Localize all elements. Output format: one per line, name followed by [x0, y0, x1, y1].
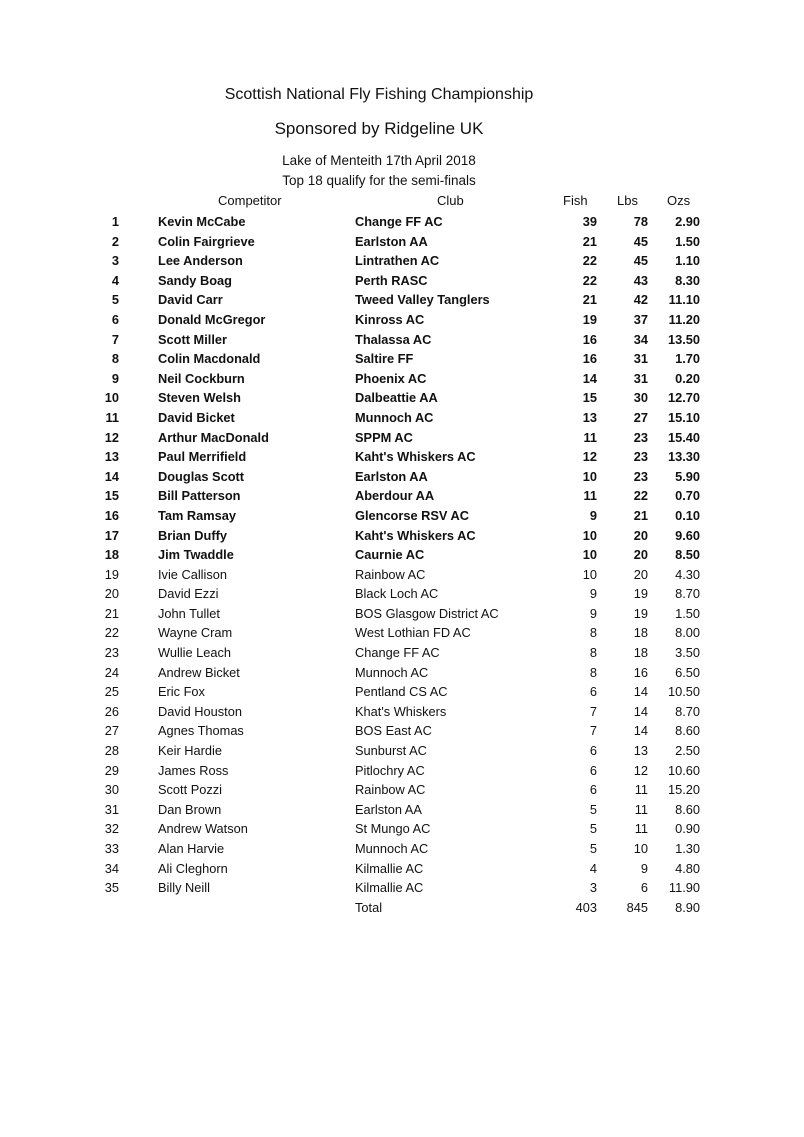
weight-lbs: 12 — [633, 762, 648, 778]
weight-lbs: 11 — [634, 801, 648, 817]
weight-ozs: 8.70 — [675, 586, 700, 602]
sponsor-line: Sponsored by Ridgeline UK — [274, 119, 484, 138]
table-row — [0, 604, 804, 624]
total-ozs: 8.90 — [675, 900, 700, 915]
table-row — [0, 839, 804, 859]
fish-count: 8 — [589, 625, 597, 641]
fish-count: 10 — [582, 468, 597, 484]
weight-lbs: 20 — [633, 566, 648, 582]
competitor-name: Bill Patterson — [158, 488, 241, 504]
fish-count: 39 — [582, 214, 597, 229]
column-header-club: Club — [437, 193, 464, 208]
fish-count: 6 — [589, 743, 597, 759]
club-name: Kilmallie AC — [355, 880, 424, 896]
table-row — [0, 761, 804, 781]
competitor-name: Alan Harvie — [158, 841, 225, 856]
table-row — [0, 349, 804, 369]
table-row — [0, 859, 804, 879]
weight-ozs: 12.70 — [667, 390, 700, 406]
weight-lbs: 23 — [633, 468, 648, 484]
weight-ozs: 8.00 — [675, 625, 700, 641]
club-name: Earlston AA — [355, 801, 422, 817]
fish-count: 3 — [589, 880, 597, 896]
club-name: Rainbow AC — [355, 782, 426, 798]
competitor-name: Andrew Bicket — [158, 664, 240, 680]
weight-ozs: 5.90 — [675, 468, 700, 484]
result-position: 12 — [104, 429, 119, 445]
result-position: 7 — [111, 331, 119, 347]
fish-count: 5 — [589, 821, 597, 837]
fish-count: 22 — [582, 272, 597, 288]
weight-ozs: 4.80 — [675, 860, 700, 876]
weight-lbs: 6 — [640, 880, 648, 896]
club-name: BOS Glasgow District AC — [355, 605, 499, 621]
weight-ozs: 11.10 — [668, 292, 700, 308]
club-name: Dalbeattie AA — [355, 390, 438, 406]
club-name: BOS East AC — [355, 723, 432, 739]
club-name: Change FF AC — [355, 214, 443, 229]
club-name: Kaht's Whiskers AC — [355, 449, 476, 465]
fish-count: 10 — [582, 547, 597, 563]
competitor-name: Eric Fox — [158, 684, 205, 700]
weight-lbs: 23 — [633, 429, 648, 445]
competitor-name: Neil Cockburn — [158, 370, 245, 386]
fish-count: 10 — [582, 566, 597, 582]
table-row — [0, 545, 804, 565]
result-position: 1 — [111, 214, 119, 229]
table-row — [0, 623, 804, 643]
table-row — [0, 330, 804, 350]
weight-lbs: 34 — [633, 331, 648, 347]
club-name: Kinross AC — [355, 311, 425, 327]
weight-ozs: 1.50 — [675, 233, 700, 249]
weight-lbs: 45 — [633, 233, 648, 249]
club-name: Sunburst AC — [355, 743, 427, 759]
club-name: Khat's Whiskers — [355, 703, 447, 719]
club-name: Kaht's Whiskers AC — [355, 527, 476, 543]
result-position: 19 — [104, 566, 119, 582]
table-row — [0, 486, 804, 506]
fish-count: 4 — [589, 860, 597, 876]
result-position: 20 — [104, 586, 119, 602]
weight-ozs: 8.30 — [675, 272, 700, 288]
weight-ozs: 8.60 — [675, 723, 700, 739]
fish-count: 6 — [589, 762, 597, 778]
weight-lbs: 37 — [633, 311, 648, 327]
fish-count: 11 — [583, 488, 597, 504]
fish-count: 14 — [582, 370, 597, 386]
weight-lbs: 23 — [633, 449, 648, 465]
total-lbs: 845 — [626, 900, 648, 915]
fish-count: 19 — [582, 311, 597, 327]
weight-ozs: 11.20 — [668, 311, 700, 327]
weight-ozs: 1.70 — [675, 351, 700, 367]
fish-count: 11 — [583, 429, 597, 445]
table-row — [0, 506, 804, 526]
column-header-ozs: Ozs — [667, 193, 691, 208]
club-name: Earlston AA — [355, 468, 428, 484]
fish-count: 22 — [582, 253, 597, 269]
competitor-name: Colin Fairgrieve — [158, 233, 255, 249]
club-name: Munnoch AC — [355, 841, 429, 856]
qualify-note: Top 18 qualify for the semi-finals — [282, 173, 476, 188]
table-row — [0, 741, 804, 761]
weight-lbs: 9 — [640, 860, 648, 876]
result-position: 9 — [111, 370, 119, 386]
result-position: 21 — [104, 605, 119, 621]
fish-count: 16 — [582, 331, 597, 347]
club-name: Thalassa AC — [355, 331, 432, 347]
result-position: 13 — [104, 449, 119, 465]
competitor-name: Brian Duffy — [158, 527, 227, 543]
competitor-name: Ivie Callison — [158, 566, 227, 582]
table-row — [0, 800, 804, 820]
results-table — [0, 212, 804, 898]
weight-ozs: 0.90 — [675, 821, 700, 837]
weight-lbs: 78 — [633, 214, 648, 229]
result-position: 24 — [104, 664, 119, 680]
result-position: 34 — [104, 860, 119, 876]
result-position: 28 — [104, 743, 119, 759]
fish-count: 7 — [589, 703, 597, 719]
competitor-name: Sandy Boag — [158, 272, 232, 288]
fish-count: 9 — [589, 507, 597, 523]
competitor-name: Scott Pozzi — [158, 782, 223, 798]
weight-lbs: 13 — [633, 743, 648, 759]
weight-lbs: 18 — [633, 645, 648, 661]
club-name: Change FF AC — [355, 645, 440, 661]
result-position: 11 — [105, 409, 119, 425]
competitor-name: Jim Twaddle — [158, 547, 234, 563]
table-row — [0, 780, 804, 800]
result-position: 18 — [104, 547, 119, 563]
total-fish: 403 — [575, 900, 597, 915]
weight-ozs: 8.70 — [675, 703, 700, 719]
club-name: Caurnie AC — [355, 547, 425, 563]
column-header-fish: Fish — [563, 193, 588, 208]
table-row — [0, 663, 804, 683]
club-name: Phoenix AC — [355, 370, 427, 386]
weight-ozs: 6.50 — [675, 664, 700, 680]
competitor-name: Donald McGregor — [158, 311, 266, 327]
weight-ozs: 15.40 — [667, 429, 700, 445]
weight-lbs: 18 — [633, 625, 648, 641]
table-row — [0, 878, 804, 898]
competitor-name: Steven Welsh — [158, 390, 241, 406]
table-row — [0, 388, 804, 408]
table-row — [0, 467, 804, 487]
weight-lbs: 42 — [633, 292, 648, 308]
weight-lbs: 31 — [633, 351, 648, 367]
result-position: 6 — [111, 311, 119, 327]
table-row — [0, 232, 804, 252]
weight-lbs: 14 — [633, 684, 648, 700]
weight-ozs: 13.30 — [667, 449, 700, 465]
competitor-name: Wullie Leach — [158, 645, 232, 661]
competitor-name: Agnes Thomas — [158, 723, 244, 739]
competitor-name: David Carr — [158, 292, 223, 308]
result-position: 3 — [111, 253, 119, 269]
table-row — [0, 212, 804, 232]
weight-ozs: 10.50 — [667, 684, 700, 700]
result-position: 16 — [104, 507, 119, 523]
fish-count: 10 — [582, 527, 597, 543]
result-position: 32 — [104, 821, 119, 837]
weight-ozs: 4.30 — [675, 566, 700, 582]
weight-ozs: 0.20 — [675, 370, 700, 386]
weight-ozs: 3.50 — [675, 645, 700, 661]
weight-ozs: 15.20 — [667, 782, 700, 798]
result-position: 22 — [104, 625, 119, 641]
competitor-name: Colin Macdonald — [158, 351, 261, 367]
weight-lbs: 30 — [633, 390, 648, 406]
club-name: St Mungo AC — [355, 821, 431, 837]
weight-ozs: 2.90 — [675, 214, 700, 229]
weight-ozs: 1.50 — [675, 605, 700, 621]
club-name: West Lothian FD AC — [355, 625, 471, 641]
competitor-name: Tam Ramsay — [158, 507, 237, 523]
weight-lbs: 10 — [633, 841, 648, 856]
competitor-name: John Tullet — [158, 605, 220, 621]
result-position: 29 — [104, 762, 119, 778]
fish-count: 12 — [582, 449, 597, 465]
result-position: 17 — [104, 527, 119, 543]
weight-lbs: 19 — [633, 605, 648, 621]
club-name: Rainbow AC — [355, 566, 426, 582]
fish-count: 8 — [589, 645, 597, 661]
weight-lbs: 20 — [633, 527, 648, 543]
total-label: Total — [355, 900, 383, 915]
weight-lbs: 21 — [633, 507, 648, 523]
club-name: SPPM AC — [355, 429, 413, 445]
club-name: Perth RASC — [355, 272, 428, 288]
competitor-name: Andrew Watson — [158, 821, 248, 837]
table-row — [0, 310, 804, 330]
table-row — [0, 290, 804, 310]
fish-count: 9 — [589, 605, 597, 621]
table-row — [0, 819, 804, 839]
weight-ozs: 15.10 — [667, 409, 700, 425]
result-position: 5 — [111, 292, 119, 308]
result-position: 4 — [111, 272, 119, 288]
table-row — [0, 526, 804, 546]
table-row — [0, 643, 804, 663]
fish-count: 21 — [582, 292, 597, 308]
weight-lbs: 27 — [633, 409, 648, 425]
total-row — [0, 898, 804, 918]
page-title: Scottish National Fly Fishing Championship — [224, 86, 534, 103]
weight-lbs: 11 — [634, 821, 648, 837]
club-name: Aberdour AA — [355, 488, 435, 504]
table-row — [0, 369, 804, 389]
club-name: Lintrathen AC — [355, 253, 440, 269]
venue-date: Lake of Menteith 17th April 2018 — [282, 153, 476, 168]
fish-count: 9 — [589, 586, 597, 602]
weight-lbs: 45 — [633, 253, 648, 269]
club-name: Saltire FF — [355, 351, 414, 367]
weight-lbs: 20 — [633, 547, 648, 563]
weight-lbs: 14 — [633, 723, 648, 739]
fish-count: 5 — [589, 801, 597, 817]
result-position: 30 — [104, 782, 119, 798]
competitor-name: Douglas Scott — [158, 468, 245, 484]
competitor-name: Lee Anderson — [158, 253, 243, 269]
competitor-name: Wayne Cram — [158, 625, 233, 641]
club-name: Pitlochry AC — [355, 762, 425, 778]
club-name: Black Loch AC — [355, 586, 439, 602]
competitor-name: Paul Merrifield — [158, 449, 247, 465]
result-position: 2 — [111, 233, 119, 249]
weight-lbs: 31 — [633, 370, 648, 386]
fish-count: 6 — [589, 782, 597, 798]
fish-count: 7 — [589, 723, 597, 739]
competitor-name: Keir Hardie — [158, 743, 223, 759]
table-row — [0, 408, 804, 428]
weight-ozs: 9.60 — [675, 527, 700, 543]
column-header-lbs: Lbs — [617, 193, 638, 208]
fish-count: 5 — [589, 841, 597, 856]
table-row — [0, 271, 804, 291]
competitor-name: Arthur MacDonald — [158, 429, 269, 445]
competitor-name: David Ezzi — [158, 586, 219, 602]
weight-ozs: 11.90 — [668, 880, 700, 896]
result-position: 35 — [104, 880, 119, 896]
table-row — [0, 251, 804, 271]
fish-count: 13 — [582, 409, 597, 425]
result-position: 14 — [104, 468, 119, 484]
weight-lbs: 22 — [633, 488, 648, 504]
fish-count: 6 — [589, 684, 597, 700]
weight-ozs: 2.50 — [675, 743, 700, 759]
result-position: 33 — [104, 841, 119, 856]
table-row — [0, 565, 804, 585]
weight-ozs: 1.30 — [675, 841, 700, 856]
weight-ozs: 8.50 — [675, 547, 700, 563]
club-name: Tweed Valley Tanglers — [355, 292, 490, 308]
competitor-name: David Bicket — [158, 409, 235, 425]
competitor-name: Kevin McCabe — [158, 214, 246, 229]
club-name: Glencorse RSV AC — [355, 507, 470, 523]
result-position: 8 — [111, 351, 119, 367]
fish-count: 8 — [589, 664, 597, 680]
competitor-name: Scott Miller — [158, 331, 227, 347]
competitor-name: Ali Cleghorn — [158, 860, 228, 876]
result-position: 15 — [104, 488, 119, 504]
club-name: Pentland CS AC — [355, 684, 448, 700]
result-position: 23 — [104, 645, 119, 661]
competitor-name: Dan Brown — [158, 801, 222, 817]
fish-count: 21 — [582, 233, 597, 249]
table-row — [0, 682, 804, 702]
weight-ozs: 13.50 — [667, 331, 700, 347]
competitor-name: David Houston — [158, 703, 242, 719]
competitor-name: James Ross — [158, 762, 229, 778]
weight-ozs: 8.60 — [675, 801, 700, 817]
club-name: Munnoch AC — [355, 409, 434, 425]
result-position: 31 — [104, 801, 119, 817]
table-row — [0, 428, 804, 448]
weight-lbs: 19 — [633, 586, 648, 602]
result-position: 26 — [104, 703, 119, 719]
table-row — [0, 584, 804, 604]
weight-ozs: 10.60 — [667, 762, 700, 778]
club-name: Kilmallie AC — [355, 860, 424, 876]
table-row — [0, 721, 804, 741]
weight-ozs: 0.70 — [675, 488, 700, 504]
competitor-name: Billy Neill — [158, 880, 210, 896]
result-position: 27 — [104, 723, 119, 739]
column-header-competitor: Competitor — [218, 193, 282, 208]
table-row — [0, 702, 804, 722]
weight-lbs: 16 — [633, 664, 648, 680]
result-position: 25 — [104, 684, 119, 700]
weight-ozs: 1.10 — [675, 253, 700, 269]
weight-lbs: 43 — [633, 272, 648, 288]
club-name: Munnoch AC — [355, 664, 429, 680]
result-position: 10 — [104, 390, 119, 406]
weight-ozs: 0.10 — [675, 507, 700, 523]
weight-lbs: 11 — [634, 782, 648, 798]
fish-count: 15 — [582, 390, 597, 406]
fish-count: 16 — [582, 351, 597, 367]
club-name: Earlston AA — [355, 233, 428, 249]
weight-lbs: 14 — [633, 703, 648, 719]
table-row — [0, 447, 804, 467]
